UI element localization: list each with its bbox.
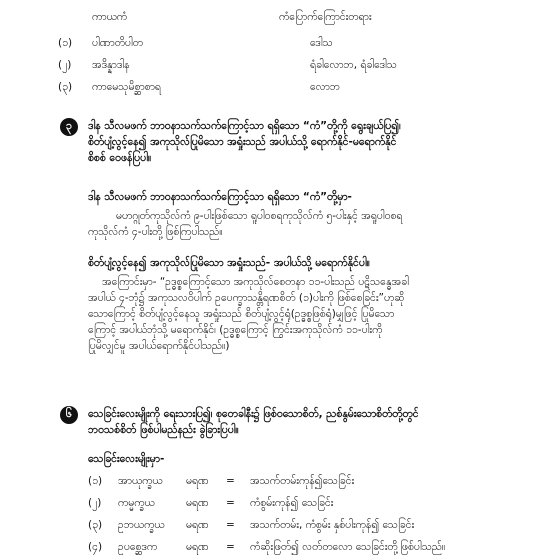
explanation-line: သောကြောင့် စိတ်ပျံ့လွင့်နေသူ အရှုံးသည် စိတ်ပျံ့လွင့်ရုံ(ဥဒ္ဓစ္စဖြစ်ရုံ)မျှဖြင့် ပြုမိသော <box>88 308 395 320</box>
list-item-word: မရဏ <box>186 475 209 487</box>
answer-heading: ဒါန သီလမဖက် ဘာဝနာသက်သက်ကြောင့်သာ ရရှိသော “ကံ”တို့မှာ- <box>88 191 352 203</box>
question-number-badge: ၆ <box>60 406 78 424</box>
list-item-num: (၃) <box>88 519 103 531</box>
list-item-term: ဥဘယက္ခယ <box>118 519 165 531</box>
list-item-desc: အသက်တမ်းကုန်၍သေခြင်း <box>250 475 355 487</box>
list-item-desc: ကံစွမ်းကုန်၍ သေခြင်း <box>250 497 334 509</box>
table-header-right: ကံပြောက်ကြောင်းတရား <box>279 11 372 23</box>
list-item-equals: = <box>226 475 235 487</box>
question-line: ဒါန သီလမဖက် ဘာဝနာသက်သက်ကြောင့်သာ ရရှိသော “ကံ”တို့ကို ရွေးချယ်ပြ၍၊ <box>88 120 401 132</box>
question-line: စိတ်ပျံ့လွင့်နေ၍ အကုသိုလ်ပြုမိသော အရှုံးသည် အပါယ်သို့ ရောက်နိုင်-မရောက်နိုင် <box>88 136 397 148</box>
list-item-equals: = <box>226 541 235 553</box>
sub-heading: စိတ်ပျံ့လွင့်နေ၍ အကုသိုလ်ပြုမိသော အရှုံးသည်- အပါယ်သို့ မရောက်နိုင်ပါ။ <box>88 257 370 269</box>
list-item-word: မရဏ <box>186 541 209 553</box>
list-item-equals: = <box>226 519 235 531</box>
list-item-term: ဥပစ္ဆေဒက <box>118 541 158 553</box>
table-row-num: (၁) <box>58 37 73 49</box>
table-row-num: (၃) <box>58 81 73 93</box>
list-item-num: (၄) <box>88 541 103 553</box>
list-item-word: မရဏ <box>186 519 209 531</box>
list-item-word: မရဏ <box>186 497 209 509</box>
question-text <box>88 118 401 166</box>
question-line: ဘဝသစ်စိတ် ဖြစ်ပါမည်နည်း ခွဲခြားပြပါ။ <box>88 424 239 436</box>
explanation-line: ပြုမိလျှင်မူ အပါယ်ရောက်နိုင်ပါသည်။) <box>88 340 230 352</box>
list-item-num: (၁) <box>88 475 103 487</box>
table-row-left: အဒိန္နာဒါန <box>92 59 130 71</box>
list-heading: သေခြင်းလေးမျိုးမှာ- <box>88 453 165 465</box>
answer-line: ကုသိုလ်ကံ ၄-ပါးတို့ ဖြစ်ကြပါသည်။ <box>88 226 223 238</box>
question-number-badge: ၃ <box>60 118 78 136</box>
table-header-left: ကာယကံ <box>92 11 128 23</box>
question-text <box>88 406 419 438</box>
answer-line: မဟဂ္ဂုတ်ကုသိုလ်ကံ ၉-ပါးဖြစ်သော ရူပါဝစရကုသိုလ်ကံ ၅-ပါးနှင့် အရူပါဝစရ <box>116 210 403 222</box>
explanation-line: အပါယ် ၄-ဘုံ၌ အကုသလဝိပါက် ဥပေက္ခာသန္တိရဏစိတ် (၁)ပါးကို ဖြစ်စေခြင်း”ဟုဆို <box>88 292 405 304</box>
question-line: စိစစ် ဝေဖန်ပြပါ။ <box>88 152 152 164</box>
table-row-right: ရံခါလောဘ, ရံခါဒေါသ <box>310 59 397 71</box>
list-item-term: ကမ္မက္ခယ <box>118 497 155 509</box>
table-row-right: လောဘ <box>310 81 340 93</box>
explanation-line: ကြောင့် အပါယ်ဘုံသို့ မရောက်နိုင်၊ (ဥဒ္ဓစ္စကြောင့် ကြွင်းအကုသိုလ်ကံ ၁၁-ပါးကို <box>88 324 383 336</box>
table-row-num: (၂) <box>58 59 72 71</box>
list-item-term: အာယုက္ခယ <box>118 475 163 487</box>
answer-paragraph <box>88 208 402 240</box>
table-row-left: ပါဏာတိပါတ <box>92 37 143 49</box>
table-row-left: ကာမေသုမိစ္ဆာစာရ <box>92 81 161 93</box>
explanation-line: အကြောင်းမှာ- “ဥဒ္ဓစ္စကြောင့်သော အကုသိုလ်စေတနာ ၁၁-ပါးသည် ပဋိသန္ဓေအခါ <box>102 276 409 288</box>
table-row-right: ဒေါသ <box>310 37 333 49</box>
list-item-desc: ကံဆိုးဖြတ်၍ လတ်တလော သေခြင်းတို့ဖြစ်ပါသည်။ <box>250 541 446 553</box>
list-item-desc: အသက်တမ်း, ကံစွမ်း နှစ်ပါးကုန်၍ သေခြင်း <box>250 519 415 531</box>
explanation-paragraph <box>88 274 409 354</box>
list-item-num: (၂) <box>88 497 102 509</box>
question-line: သေခြင်းလေးမျိုးကို ရေးသားပြ၍၊ စုတေခါနီး၌ ဖြစ်ဝသောစိတ်, ညစ်နွမ်းသောစိတ်တို့တွင် <box>88 408 419 420</box>
list-item-equals: = <box>226 497 235 509</box>
